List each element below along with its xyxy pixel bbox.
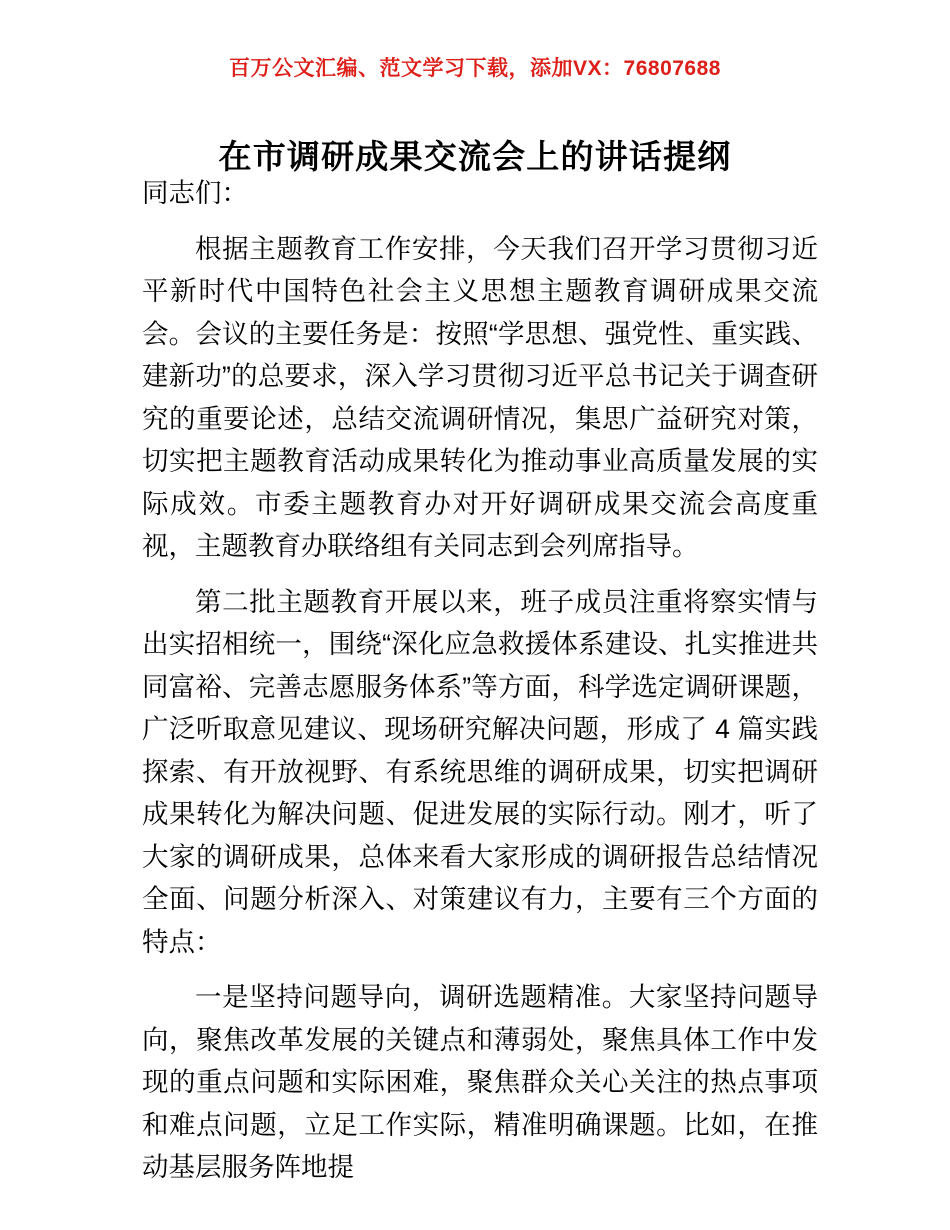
promo-watermark-header: 百万公文汇编、范文学习下载，添加VX：76807688 <box>229 57 721 80</box>
body-paragraph-1: 根据主题教育工作安排，今天我们召开学习贯彻习近平新时代中国特色社会主义思想主题教育调研成果交流会。会议的主要任务是：按照“学思想、强党性、重实践、建新功”的总要求，深入学习贯彻习近平总书记关于调查研究的重要论述，总结交流调研情况，集思广益研究对策，切实把主题教育活动成果转化为推动事业高质量发展的实际成效。市委主题教育办对开好调研成果交流会高度重视，主题教育办联络组有关同志到会列席指导。 <box>142 233 818 561</box>
document-body <box>142 172 818 1202</box>
body-paragraph-2: 第二批主题教育开展以来，班子成员注重将察实情与出实招相统一，围绕“深化应急救援体系建设、扎实推进共同富裕、完善志愿服务体系”等方面，科学选定调研课题，广泛听取意见建议、现场研究解决问题，形成了 4 篇实践探索、有开放视野、有系统思维的调研成果，切实把调研成果转化为解决问题、促进发展的实际行动。刚才，听了大家的调研成果，总体来看大家形成的调研报告总结情况全面、问题分析深入、对策建议有力，主要有三个方面的特点： <box>142 586 818 957</box>
page-title: 在市调研成果交流会上的讲话提纲 <box>218 138 732 176</box>
salutation-line: 同志们： <box>142 178 248 208</box>
body-paragraph-3: 一是坚持问题导向，调研选题精准。大家坚持问题导向，聚焦改革发展的关键点和薄弱处，聚焦具体工作中发现的重点问题和实际困难，聚焦群众关心关注的热点事项和难点问题，立足工作实际，精准明确课题。比如，在推动基层服务阵地提 <box>142 982 818 1182</box>
